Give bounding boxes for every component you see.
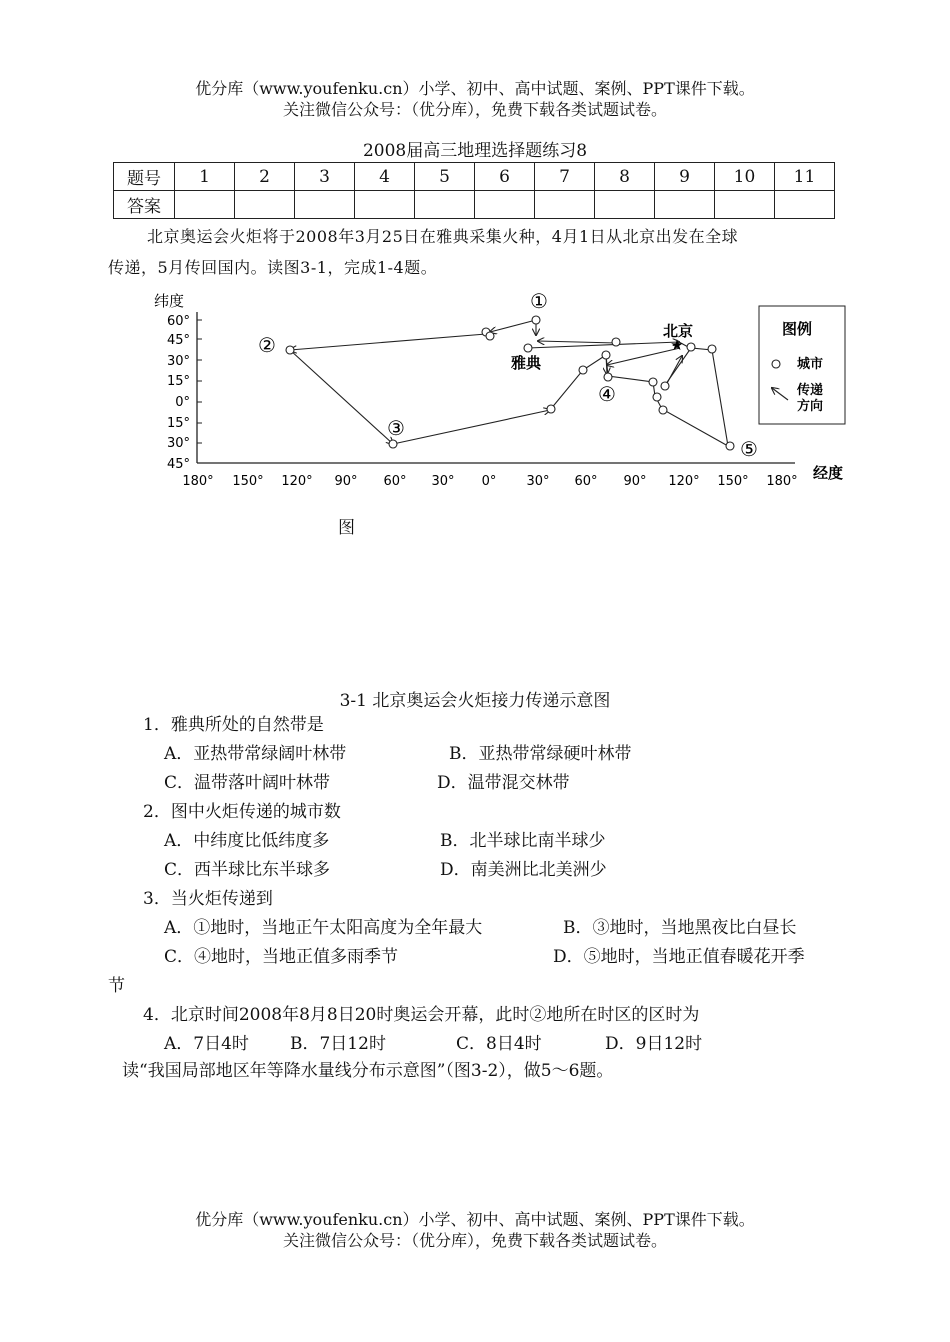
intro-line-1: 北京奥运会火炬将于2008年3月25日在雅典采集火种，4月1日从北京出发在全球 <box>147 227 739 246</box>
city-point <box>659 406 667 414</box>
question-3-option-c[interactable]: C．④地时，当地正值多雨季节 <box>164 947 399 967</box>
city-point <box>687 343 695 351</box>
question-1-option-c[interactable]: C．温带落叶阔叶林带 <box>164 773 331 793</box>
x-tick-label: 60° <box>383 474 407 489</box>
number-cell: 11 <box>775 163 835 191</box>
legend-title: 图例 <box>782 320 813 338</box>
torch-relay-map <box>150 288 860 498</box>
answer-cell[interactable] <box>595 191 655 219</box>
city-point <box>486 332 494 340</box>
city-point <box>532 316 540 324</box>
beijing-star-icon: ★ <box>670 336 684 354</box>
city-point <box>708 345 716 353</box>
y-tick-label: 45° <box>166 457 190 472</box>
number-cell: 3 <box>295 163 355 191</box>
city-point <box>602 351 610 359</box>
city-point <box>604 373 612 381</box>
x-tick-label: 30° <box>526 474 550 489</box>
question-4-option-c[interactable]: C．8日4时 <box>456 1034 542 1054</box>
question-1-option-b[interactable]: B．亚热带常绿硬叶林带 <box>449 744 632 764</box>
number-cell: 10 <box>715 163 775 191</box>
marker-3: ③ <box>387 416 405 440</box>
answer-cell[interactable] <box>535 191 595 219</box>
answer-cell[interactable] <box>775 191 835 219</box>
x-tick-label: 180° <box>766 474 798 489</box>
city-point <box>726 442 734 450</box>
legend-direction-label-2: 方向 <box>797 399 824 414</box>
y-tick-label: 15° <box>166 374 190 389</box>
question-4-option-b[interactable]: B．7日12时 <box>290 1034 386 1054</box>
answer-cell[interactable] <box>415 191 475 219</box>
question-2-option-d[interactable]: D．南美洲比北美洲少 <box>440 860 607 880</box>
athens-point <box>524 344 532 352</box>
y-tick-label: 30° <box>166 436 190 451</box>
number-cell: 9 <box>655 163 715 191</box>
question-3-option-d[interactable]: D．⑤地时，当地正值春暖花开季 <box>553 947 805 967</box>
answer-cell[interactable] <box>355 191 415 219</box>
question-3-stem: 3．当火炬传递到 <box>143 889 273 909</box>
question-2-option-c[interactable]: C．西半球比东半球多 <box>164 860 331 880</box>
answer-cell[interactable] <box>235 191 295 219</box>
answer-cell[interactable] <box>715 191 775 219</box>
figure-caption-part-2: 3-1 北京奥运会火炬接力传递示意图 <box>339 691 611 711</box>
answer-cell[interactable] <box>295 191 355 219</box>
answer-cell[interactable] <box>655 191 715 219</box>
city-point <box>389 440 397 448</box>
legend-city-label: 城市 <box>797 357 824 372</box>
legend-direction-label-1: 传递 <box>797 383 824 398</box>
y-tick-label: 30° <box>166 354 190 369</box>
number-cell: 5 <box>415 163 475 191</box>
x-axis-title: 经度 <box>813 464 844 482</box>
footer-line-2: 关注微信公众号：（优分库），免费下载各类试题试卷。 <box>282 1231 667 1250</box>
question-4-option-d[interactable]: D．9日12时 <box>605 1034 703 1054</box>
question-3-option-b[interactable]: B．③地时，当地黑夜比白昼长 <box>563 918 797 938</box>
question-1-option-d[interactable]: D．温带混交林带 <box>437 773 570 793</box>
y-tick-label: 60° <box>166 314 190 329</box>
footer-line-1: 优分库（www.youfenku.cn）小学、初中、高中试题、案例、PPT课件下载。 <box>195 1210 755 1229</box>
next-instruction: 读“我国局部地区年等降水量线分布示意图”（图3-2），做5～6题。 <box>122 1061 614 1081</box>
number-cell: 4 <box>355 163 415 191</box>
x-tick-label: 150° <box>717 474 749 489</box>
x-tick-label: 120° <box>281 474 313 489</box>
city-point <box>653 393 661 401</box>
answer-table <box>113 162 835 219</box>
question-2-stem: 2．图中火炬传递的城市数 <box>143 802 341 822</box>
legend-arrow-icon <box>772 388 788 400</box>
city-point <box>286 346 294 354</box>
x-tick-label: 60° <box>574 474 598 489</box>
x-tick-label: 150° <box>232 474 264 489</box>
number-cell: 8 <box>595 163 655 191</box>
header-line-2: 关注微信公众号：（优分库），免费下载各类试题试卷。 <box>282 100 667 119</box>
city-point <box>649 378 657 386</box>
question-2-option-a[interactable]: A．中纬度比低纬度多 <box>164 831 330 851</box>
number-cell: 6 <box>475 163 535 191</box>
y-axis-title: 纬度 <box>154 292 185 310</box>
beijing-label: 北京 <box>663 322 694 340</box>
row-label-answer: 答案 <box>114 191 175 219</box>
question-1-stem: 1．雅典所处的自然带是 <box>143 715 324 735</box>
page-title: 2008届高三地理选择题练习8 <box>362 141 588 161</box>
city-point <box>661 382 669 390</box>
x-tick-label: 90° <box>623 474 647 489</box>
athens-label: 雅典 <box>511 354 542 372</box>
y-tick-label: 15° <box>166 416 190 431</box>
question-1-option-a[interactable]: A．亚热带常绿阔叶林带 <box>164 744 347 764</box>
question-2-option-b[interactable]: B．北半球比南半球少 <box>440 831 606 851</box>
question-4-option-a[interactable]: A．7日4时 <box>164 1034 249 1054</box>
number-cell: 1 <box>175 163 235 191</box>
marker-2: ② <box>258 333 276 357</box>
y-tick-label: 0° <box>175 395 190 410</box>
header-line-1: 优分库（www.youfenku.cn）小学、初中、高中试题、案例、PPT课件下载。 <box>195 79 755 98</box>
answer-cell[interactable] <box>175 191 235 219</box>
question-3-option-d-continued: 节 <box>108 976 125 996</box>
x-tick-label: 0° <box>481 474 497 489</box>
city-point <box>547 405 555 413</box>
number-cell: 2 <box>235 163 295 191</box>
x-tick-label: 90° <box>334 474 358 489</box>
x-tick-label: 120° <box>668 474 700 489</box>
x-tick-label: 30° <box>431 474 455 489</box>
question-3-option-a[interactable]: A．①地时，当地正午太阳高度为全年最大 <box>164 918 483 938</box>
city-point <box>612 338 620 346</box>
x-tick-label: 180° <box>182 474 214 489</box>
number-cell: 7 <box>535 163 595 191</box>
table-row <box>114 191 835 219</box>
row-label-number: 题号 <box>114 163 175 191</box>
legend <box>759 306 845 424</box>
answer-cell[interactable] <box>475 191 535 219</box>
intro-line-2: 传递，5月传回国内。读图3-1，完成1-4题。 <box>108 258 438 277</box>
legend-city-icon <box>772 360 780 368</box>
marker-5: ⑤ <box>740 437 758 461</box>
marker-1: ① <box>530 289 548 313</box>
table-row <box>114 163 835 191</box>
figure-caption-part-1: 图 <box>338 518 355 538</box>
city-point <box>579 366 587 374</box>
question-4-stem: 4．北京时间2008年8月8日20时奥运会开幕，此时②地所在时区的区时为 <box>143 1005 700 1025</box>
y-tick-label: 45° <box>166 333 190 348</box>
marker-4: ④ <box>598 382 616 406</box>
